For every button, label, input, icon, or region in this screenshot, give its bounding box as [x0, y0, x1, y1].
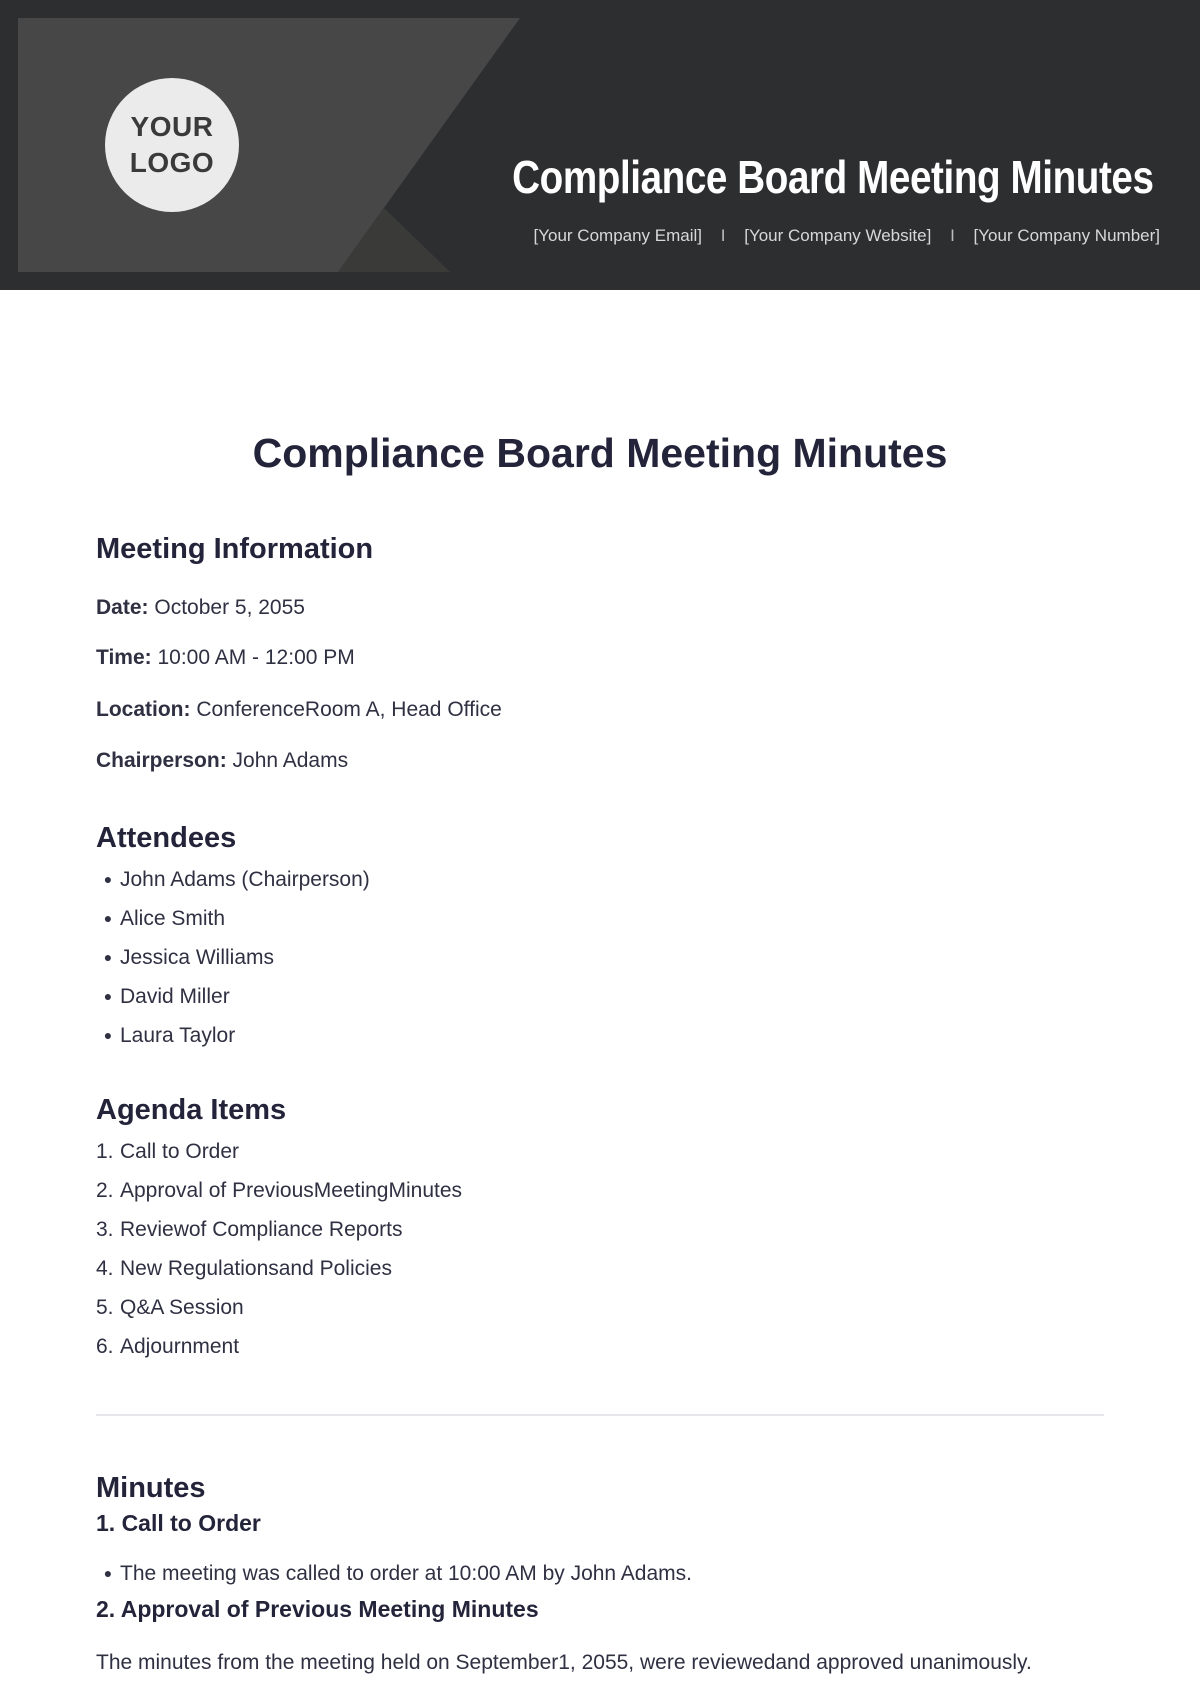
location-label: Location:: [96, 698, 191, 721]
location-value: ConferenceRoom A, Head Office: [196, 698, 502, 721]
attendee-name: John Adams (Chairperson): [120, 868, 370, 891]
list-item: [96, 1171, 462, 1210]
list-item: [96, 977, 370, 1016]
meeting-chairperson: [96, 749, 348, 773]
minutes-section-2-paragraph: The minutes from the meeting held on September1, 2055, were reviewedand approved unanimously.: [96, 1651, 1032, 1674]
bullet-icon: ●: [103, 988, 113, 1004]
item-number: 4.: [96, 1257, 114, 1280]
agenda-item-text: Q&A Session: [120, 1296, 244, 1319]
bullet-icon: ●: [103, 910, 113, 926]
list-item: [96, 1554, 692, 1593]
list-item: [96, 1016, 370, 1055]
minutes-section-1-heading: 1. Call to Order: [96, 1510, 261, 1536]
company-logo: [105, 78, 239, 212]
list-item: [96, 1327, 462, 1366]
company-email: [Your Company Email]: [533, 226, 703, 245]
minutes-section-1-list: [96, 1554, 692, 1593]
agenda-heading: Agenda Items: [96, 1094, 287, 1126]
contact-separator: I: [950, 226, 955, 245]
date-value: October 5, 2055: [154, 596, 305, 619]
bullet-icon: ●: [103, 1027, 113, 1043]
item-number: 2.: [96, 1179, 114, 1202]
meeting-time: [96, 646, 355, 670]
document-header: [0, 0, 1200, 290]
attendee-name: Jessica Williams: [120, 946, 275, 969]
agenda-item-text: Call to Order: [120, 1140, 240, 1163]
header-title: Compliance Board Meeting Minutes: [512, 151, 1154, 203]
item-number: 3.: [96, 1218, 114, 1241]
attendee-name: David Miller: [120, 985, 230, 1008]
agenda-item-text: Approval of PreviousMeetingMinutes: [120, 1179, 463, 1202]
chairperson-value: John Adams: [232, 749, 349, 772]
contact-separator: I: [720, 226, 726, 245]
bullet-icon: ●: [103, 949, 113, 965]
header-decoration: [0, 0, 560, 290]
section-divider: [96, 1414, 1104, 1416]
list-item: [96, 1210, 462, 1249]
list-item: [96, 860, 370, 899]
list-item: [96, 1288, 462, 1327]
attendee-name: Laura Taylor: [120, 1024, 236, 1047]
bullet-icon: ●: [103, 1565, 113, 1581]
attendees-list: [96, 860, 370, 1055]
date-label: Date:: [96, 596, 149, 619]
meeting-information-heading: Meeting Information: [96, 533, 374, 565]
agenda-item-text: Reviewof Compliance Reports: [120, 1218, 403, 1241]
company-number: [Your Company Number]: [973, 226, 1160, 245]
minutes-item-text: The meeting was called to order at 10:00 AM by John Adams.: [120, 1562, 692, 1585]
attendee-name: Alice Smith: [120, 907, 226, 930]
meeting-location: [96, 698, 502, 722]
item-number: 6.: [96, 1335, 114, 1358]
company-website: [Your Company Website]: [744, 226, 932, 245]
list-item: [96, 938, 370, 977]
time-value: 10:00 AM - 12:00 PM: [157, 646, 355, 669]
item-number: 5.: [96, 1296, 114, 1319]
minutes-heading: Minutes: [96, 1472, 206, 1504]
list-item: [96, 1249, 462, 1288]
attendees-heading: Attendees: [96, 822, 237, 854]
bullet-icon: ●: [103, 871, 113, 887]
time-label: Time:: [96, 646, 152, 669]
item-number: 1.: [96, 1140, 114, 1163]
minutes-section-2-heading: 2. Approval of Previous Meeting Minutes: [96, 1596, 539, 1622]
list-item: [96, 899, 370, 938]
document-title: Compliance Board Meeting Minutes: [252, 430, 948, 476]
logo-text-line1: YOUR: [130, 111, 214, 142]
meeting-date: [96, 596, 305, 620]
agenda-item-text: Adjournment: [120, 1335, 240, 1358]
chairperson-label: Chairperson:: [96, 749, 227, 772]
company-contact-line: [534, 226, 1161, 246]
agenda-item-text: New Regulationsand Policies: [120, 1257, 392, 1280]
logo-text-line2: LOGO: [129, 147, 215, 178]
agenda-list: [96, 1132, 462, 1366]
list-item: [96, 1132, 462, 1171]
